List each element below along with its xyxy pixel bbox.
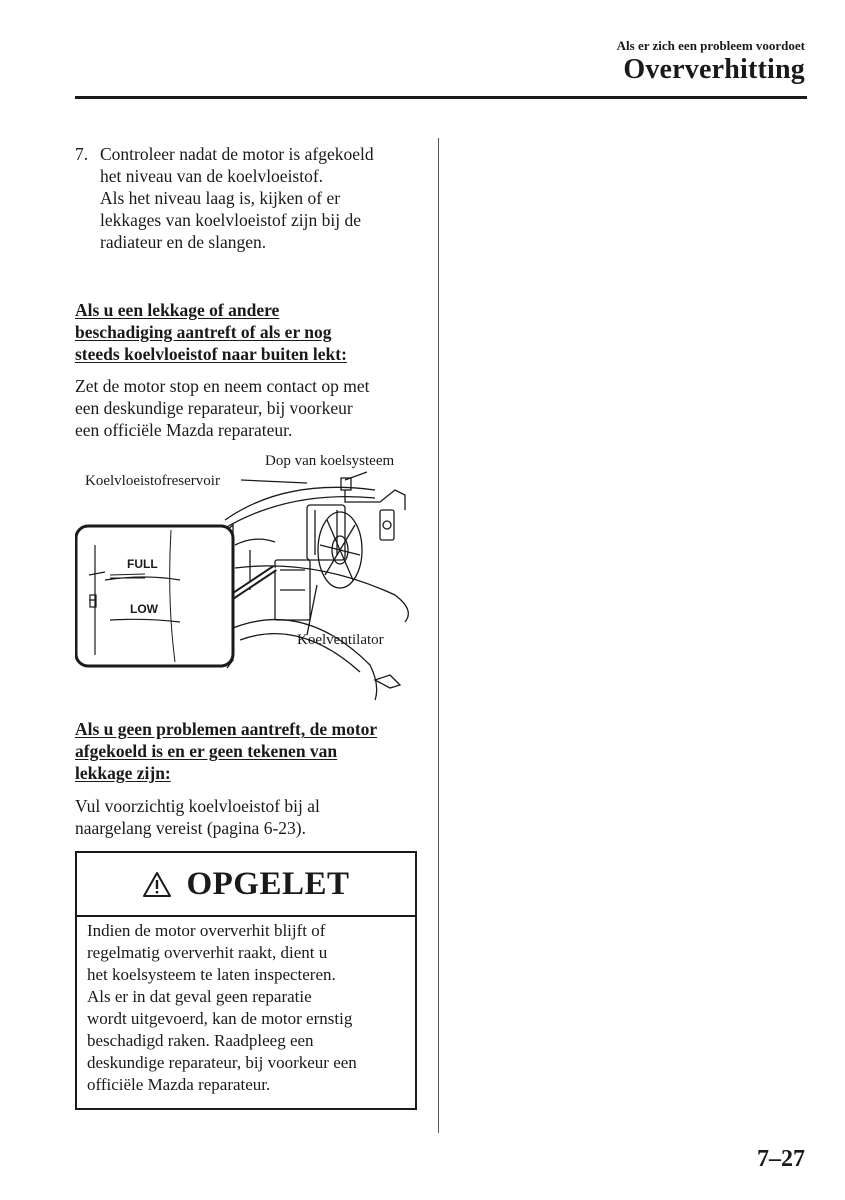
heading-line: beschadiging aantreft of als er nog [75, 322, 332, 342]
caution-text [87, 920, 407, 1096]
caution-line: Als er in dat geval geen reparatie [87, 987, 312, 1006]
warning-triangle-icon [142, 871, 172, 898]
fan-label: Koelventilator [297, 632, 384, 648]
caution-line: deskundige reparateur, bij voorkeur een [87, 1053, 357, 1072]
text-line: Zet de motor stop en neem contact op met [75, 376, 370, 396]
page-title: Oververhitting [623, 54, 805, 85]
engine-illustration [75, 450, 420, 720]
text-line: naargelang vereist (pagina 6-23). [75, 818, 306, 838]
step-line: het niveau van de koelvloeistof. [100, 166, 324, 186]
no-problem-heading [75, 718, 420, 784]
header-rule [75, 96, 807, 99]
text-line: een deskundige reparateur, bij voorkeur [75, 398, 353, 418]
leak-text [75, 375, 420, 441]
caution-line: Indien de motor oververhit blijft of [87, 921, 326, 940]
heading-line: Als u geen problemen aantreft, de motor [75, 719, 378, 739]
heading-line: afgekoeld is en er geen tekenen van [75, 741, 338, 761]
no-problem-text [75, 795, 420, 839]
caution-title: OPGELET [186, 865, 350, 902]
caution-line: officiële Mazda reparateur. [87, 1075, 271, 1094]
low-mark: LOW [130, 602, 158, 616]
step-line: Als het niveau laag is, kijken of er [100, 188, 341, 208]
step-7 [75, 143, 420, 253]
step-line: Controleer nadat de motor is afgekoeld [100, 144, 374, 164]
full-mark: FULL [127, 557, 158, 571]
heading-line: lekkage zijn: [75, 763, 171, 783]
caution-line: wordt uitgevoerd, kan de motor ernstig [87, 1009, 353, 1028]
caution-box [75, 851, 417, 1110]
step-line: lekkages van koelvloeistof zijn bij de [100, 210, 361, 230]
leak-heading [75, 299, 420, 365]
reservoir-label: Koelvloeistofreservoir [85, 473, 220, 489]
text-line: een officiële Mazda reparateur. [75, 420, 293, 440]
page-number: 7–27 [757, 1146, 805, 1172]
step-text [100, 143, 420, 253]
heading-line: Als u een lekkage of andere [75, 300, 280, 320]
step-number: 7. [75, 144, 89, 164]
caution-line: beschadigd raken. Raadpleeg een [87, 1031, 314, 1050]
caution-line: regelmatig oververhit raakt, dient u [87, 943, 328, 962]
column-divider [438, 138, 439, 1133]
text-line: Vul voorzichtig koelvloeistof bij al [75, 796, 320, 816]
caution-header [77, 853, 415, 917]
section-label: Als er zich een probleem voordoet [616, 38, 805, 53]
heading-line: steeds koelvloeistof naar buiten lekt: [75, 344, 347, 364]
coolant-reservoir-figure [75, 450, 420, 720]
cap-label: Dop van koelsysteem [265, 453, 395, 469]
caution-line: het koelsysteem te laten inspecteren. [87, 965, 336, 984]
step-line: radiateur en de slangen. [100, 232, 267, 252]
